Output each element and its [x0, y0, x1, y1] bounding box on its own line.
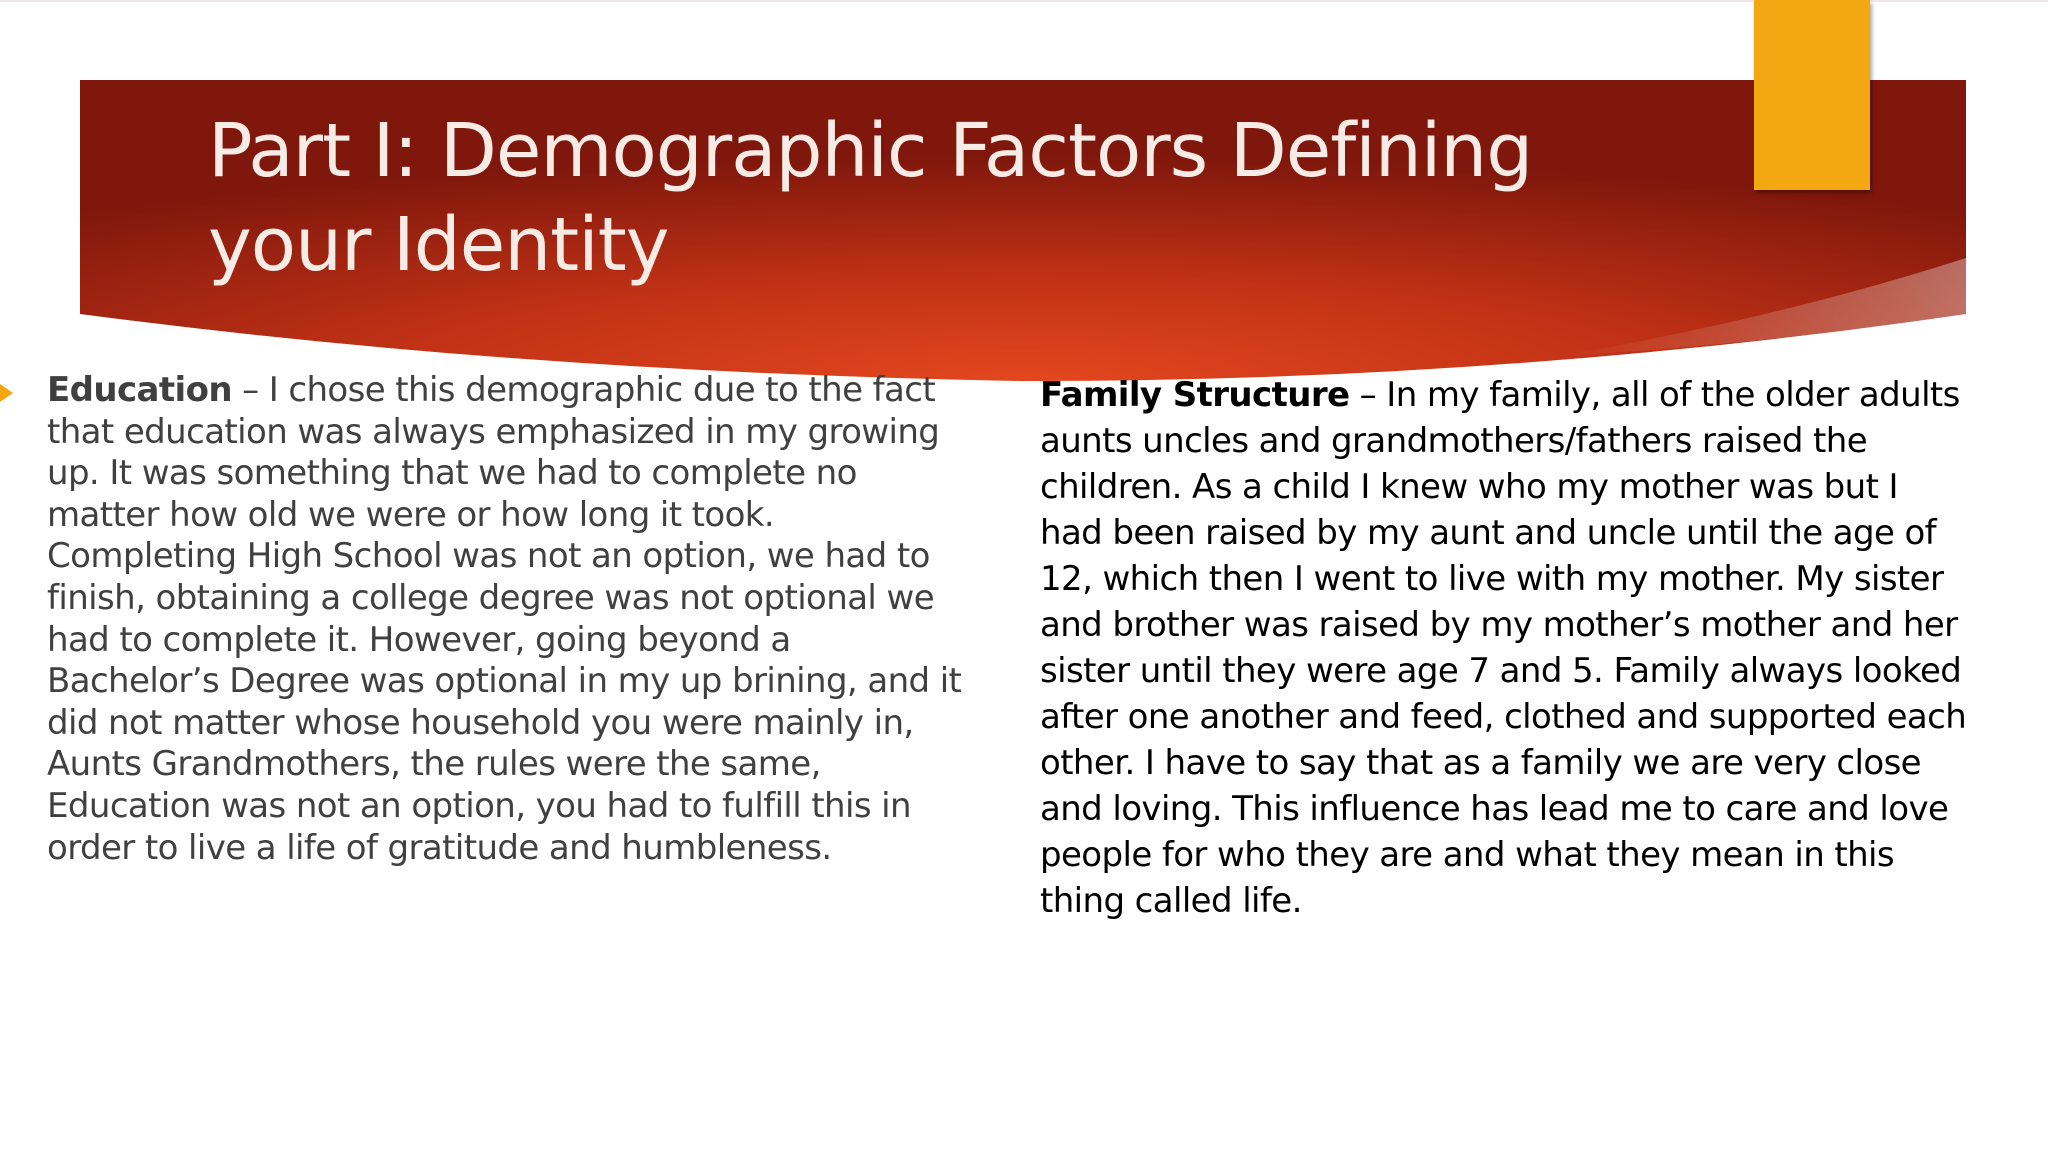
slide-title: Part I: Demographic Factors Defining your Identity [208, 108, 1533, 288]
education-term: Education [47, 370, 232, 410]
family-structure-term: Family Structure [1040, 375, 1350, 415]
accent-tab [1754, 0, 1870, 190]
triangle-bullet-icon [0, 384, 13, 402]
family-structure-paragraph [1040, 372, 1970, 924]
family-structure-text: – In my family, all of the older adults aunts uncles and grandmothers/fathers raised the children. As a child I knew who my mother was but I had been raised by my aunt and uncle until the age of 12, which then I went to live with my mother. My sister and brother was raised by my mother’s mother and her sister until they were age 7 and 5. Family always looked after one another and feed, clothed and supported each other. I have to say that as a family we are very close and loving. This influence has lead me to care and love people for who they are and what they mean in this thing called life. [1040, 375, 1967, 921]
education-text: – I chose this demographic due to the fact that education was always emphasized in my growing up. It was something that we had to complete no matter how old we were or how long it took. Completing High School was not an option, we had to finish, obtaining a college degree was not optional we had to complete it. However, going beyond a Bachelor’s Degree was optional in my up brining, and it did not matter whose household you were mainly in, Aunts Grandmothers, the rules were the same, Education was not an option, you had to fulfill this in order to live a life of gratitude and humbleness. [47, 370, 962, 868]
education-paragraph [47, 370, 967, 869]
